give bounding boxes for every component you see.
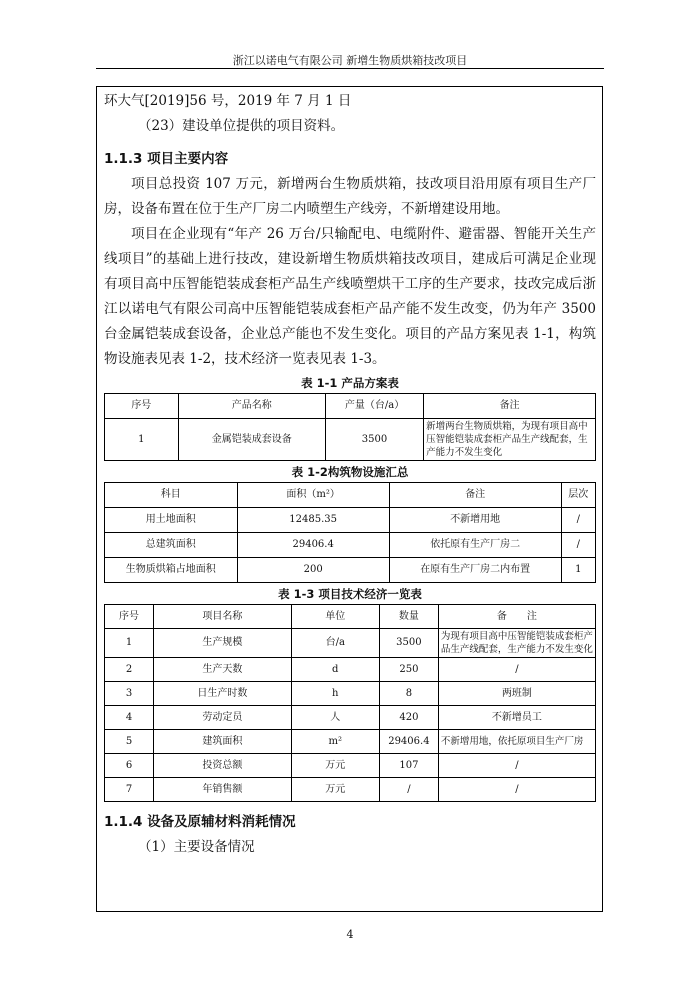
table-cell: 劳动定员 — [154, 706, 291, 730]
table-row — [105, 754, 596, 778]
table-cell: 3500 — [325, 419, 423, 461]
table-row — [105, 419, 596, 461]
table-cell: 建筑面积 — [154, 730, 291, 754]
table-cell: 8 — [379, 682, 438, 706]
section-113-para-2: 项目在企业现有“年产 26 万台/只输配电、电缆附件、避雷器、智能开关生产线项目”的基础上进行技改，建设新增生物质烘箱技改项目，建成后可满足企业现有项目高中压智能铠装成套柜产品生产线喷塑烘干工序的生产要求，技改完成后浙江以诺电气有限公司高中压智能铠装成套柜产品产能不发生改变，仍为年产 3500 台金属铠装成套设备，企业总产能也不发生变化。项目的产品方案见表 1-1，构筑物设施表见表 1-2，技术经济一览表见表 1-3。 — [104, 226, 596, 367]
table-header-cell: 层次 — [561, 483, 595, 508]
table-cell: / — [438, 754, 595, 778]
table-cell: 台/a — [291, 629, 379, 658]
product-plan-table — [104, 393, 596, 461]
table-cell: 1 — [105, 629, 154, 658]
section-114-sub-1: （1）主要设备情况 — [138, 839, 255, 855]
table-cell: 3 — [105, 682, 154, 706]
table-cell: 日生产时数 — [154, 682, 291, 706]
table-cell: 年销售额 — [154, 778, 291, 802]
table-cell: 总建筑面积 — [105, 533, 238, 558]
table-cell: h — [291, 682, 379, 706]
table-header-cell: 项目名称 — [154, 605, 291, 629]
table-row — [105, 730, 596, 754]
table-cell: 生产天数 — [154, 658, 291, 682]
table-cell: 不新增员工 — [438, 706, 595, 730]
table-cell: / — [438, 658, 595, 682]
table-cell: 在原有生产厂房二内布置 — [389, 558, 561, 583]
table-cell: 12485.35 — [237, 508, 389, 533]
table3-caption: 表 1-3 项目技术经济一览表 — [278, 587, 422, 601]
table-header-cell: 面积（m²） — [237, 483, 389, 508]
table-cell: 新增两台生物质烘箱，为现有项目高中压智能铠装成套柜产品生产线配套，生产能力不发生变化 — [424, 419, 596, 461]
table-cell: 1 — [105, 419, 179, 461]
content-area — [104, 89, 596, 860]
table-cell: d — [291, 658, 379, 682]
table-cell: 107 — [379, 754, 438, 778]
page-number: 4 — [346, 928, 354, 941]
table-row — [105, 558, 596, 583]
table-header-row — [105, 483, 596, 508]
table-cell: 2 — [105, 658, 154, 682]
table-cell: 1 — [561, 558, 595, 583]
table-cell: 29406.4 — [237, 533, 389, 558]
table-cell: 不新增用地 — [389, 508, 561, 533]
table-cell: 不新增用地，依托原项目生产厂房 — [438, 730, 595, 754]
section-title-114: 1.1.4 设备及原辅材料消耗情况 — [104, 814, 296, 830]
table-row — [105, 778, 596, 802]
table-cell: 生物质烘箱占地面积 — [105, 558, 238, 583]
table-cell: 29406.4 — [379, 730, 438, 754]
table-header-cell: 备注 — [424, 394, 596, 419]
table-header-row — [105, 605, 596, 629]
table-cell: 两班制 — [438, 682, 595, 706]
table-cell: / — [561, 508, 595, 533]
section-title-113: 1.1.3 项目主要内容 — [104, 151, 229, 167]
header-rule — [96, 68, 604, 69]
table-cell: 金属铠装成套设备 — [178, 419, 325, 461]
table-cell: 依托原有生产厂房二 — [389, 533, 561, 558]
intro-line-1: 环大气[2019]56 号，2019 年 7 月 1 日 — [104, 93, 352, 109]
table-header-cell: 备注 — [389, 483, 561, 508]
table-header-cell: 数量 — [379, 605, 438, 629]
table-cell: 4 — [105, 706, 154, 730]
table-header-cell: 序号 — [105, 394, 179, 419]
table-cell: 200 — [237, 558, 389, 583]
table-cell: 为现有项目高中压智能铠装成套柜产品生产线配套，生产能力不发生变化 — [438, 629, 595, 658]
table-cell: m² — [291, 730, 379, 754]
page-header: 浙江以诺电气有限公司 新增生物质烘箱技改项目 — [232, 54, 468, 67]
table-header-cell: 备 注 — [438, 605, 595, 629]
table-header-cell: 单位 — [291, 605, 379, 629]
table-cell: / — [561, 533, 595, 558]
table-cell: 万元 — [291, 778, 379, 802]
table-row — [105, 706, 596, 730]
table-row — [105, 658, 596, 682]
structure-facility-table — [104, 482, 596, 583]
table-row — [105, 629, 596, 658]
table-header-cell: 产量（台/a） — [325, 394, 423, 419]
section-113-para-1: 项目总投资 107 万元，新增两台生物质烘箱，技改项目沿用原有项目生产厂房，设备布置在位于生产厂房二内喷塑生产线旁，不新增建设用地。 — [104, 176, 596, 217]
table-cell: 6 — [105, 754, 154, 778]
table-cell: 投资总额 — [154, 754, 291, 778]
table-cell: 250 — [379, 658, 438, 682]
intro-line-2: （23）建设单位提供的项目资料。 — [138, 118, 345, 134]
table-cell: 用土地面积 — [105, 508, 238, 533]
table-cell: 3500 — [379, 629, 438, 658]
table-header-cell: 科目 — [105, 483, 238, 508]
table-cell: 人 — [291, 706, 379, 730]
table-row — [105, 533, 596, 558]
table-row — [105, 682, 596, 706]
table2-caption: 表 1-2构筑物设施汇总 — [291, 465, 409, 479]
table-cell: / — [438, 778, 595, 802]
table-cell: 万元 — [291, 754, 379, 778]
table-header-cell: 序号 — [105, 605, 154, 629]
table-header-cell: 产品名称 — [178, 394, 325, 419]
table-cell: 5 — [105, 730, 154, 754]
tech-economic-table — [104, 604, 596, 802]
table-cell: 7 — [105, 778, 154, 802]
table-cell: 生产规模 — [154, 629, 291, 658]
table-cell: / — [379, 778, 438, 802]
table1-caption: 表 1-1 产品方案表 — [301, 376, 399, 390]
table-cell: 420 — [379, 706, 438, 730]
table-header-row — [105, 394, 596, 419]
table-row — [105, 508, 596, 533]
